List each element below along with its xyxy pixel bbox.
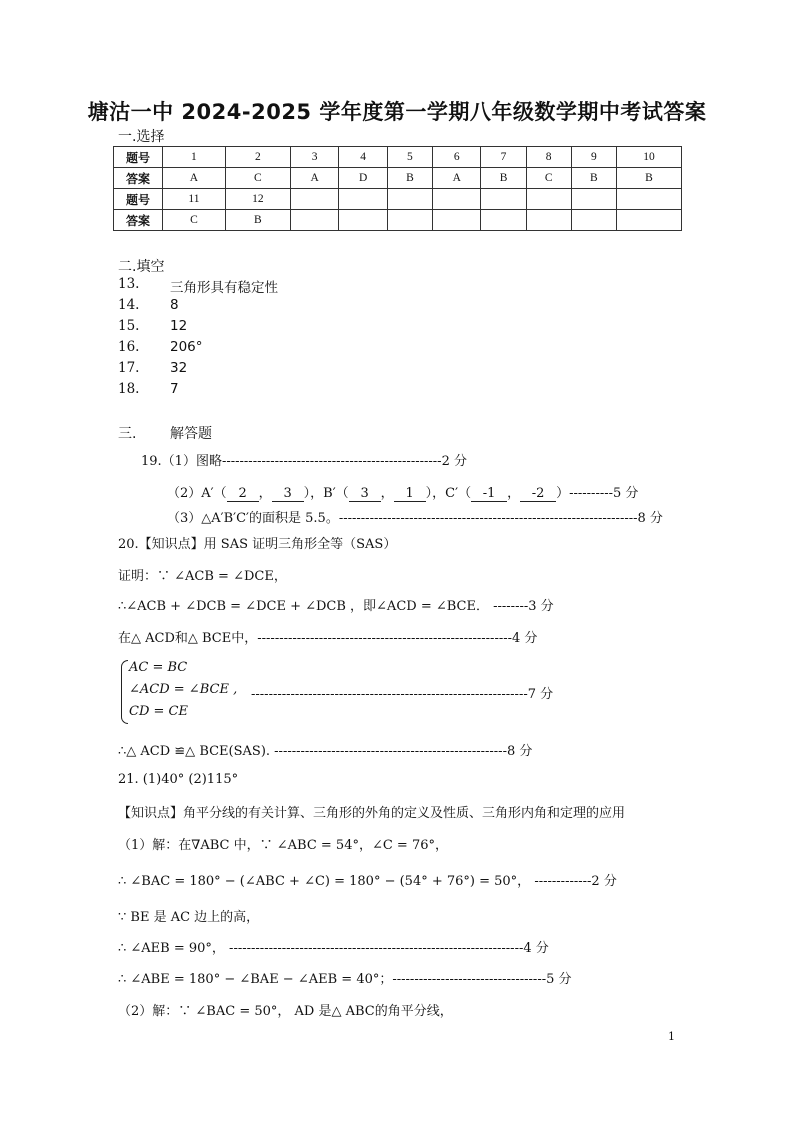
table-cell [571,189,616,210]
q19-c-x: -1 [471,487,507,502]
q19-c-y: -2 [520,487,556,502]
table-row [114,147,682,168]
q19-part1: 19.（1）图略--------------------------------------------------2 分 [141,454,467,469]
table-cell: A [163,168,226,189]
q19-b-prefix: ），B′（ [303,486,349,501]
section-solve-heading: 解答题 [170,426,212,442]
q21-line: ∴ ∠ABE = 180° − ∠BAE − ∠AEB = 40°；-----------------------------------5 分 [118,972,572,987]
page-title: 塘沽一中 2024-2025 学年度第一学期八年级数学期中考试答案 [87,100,707,124]
table-cell [290,189,338,210]
q19-a-prefix: （2）A′（ [167,486,227,501]
table-cell: B [225,210,290,231]
table-cell: C [163,210,226,231]
fill-item-number: 13. [118,276,140,292]
q21-line: （1）解：在∇ABC 中，∵ ∠ABC = 54°，∠C = 76°， [118,838,449,853]
table-cell [290,210,338,231]
table-cell [387,210,432,231]
table-cell [526,189,571,210]
q21-line: （2）解：∵ ∠BAC = 50°， AD 是△ ABC的角平分线， [118,1004,453,1019]
q20-condition: ∠ACD = ∠BCE , [129,682,238,697]
table-cell [526,210,571,231]
table-cell: A [290,168,338,189]
q19-b-x: 3 [349,487,381,502]
fill-item-number: 15. [118,318,140,334]
fill-item-number: 16. [118,339,140,355]
table-cell: B [481,168,526,189]
table-cell: B [387,168,432,189]
page-number: 1 [668,1030,675,1043]
q20-line: 在△ ACD和△ BCE中，----------------------------------------------------------4 分 [118,631,538,646]
q19-part2 [167,482,638,502]
q19-comma: ， [380,486,394,501]
q20-line: ∴∠ACB + ∠DCB = ∠DCE + ∠DCB ，即∠ACD = ∠BCE． --------3 分 [118,599,554,614]
q19-a-y: 3 [272,487,304,502]
table-cell: B [616,168,681,189]
table-cell [433,189,481,210]
q19-c-prefix: ），C′（ [425,486,472,501]
table-cell [433,210,481,231]
table-cell [571,210,616,231]
q19-comma: ， [258,486,272,501]
q21-heading: 21. (1)40° (2)115° [118,772,239,787]
section-solve-heading-number: 三. [118,426,137,442]
table-cell: 8 [526,147,571,168]
table-row [114,189,682,210]
table-cell [616,210,681,231]
section-fill-heading: 二.填空 [118,259,165,275]
table-cell [339,210,387,231]
fill-item-answer: 8 [170,297,179,313]
table-cell: C [225,168,290,189]
q19-score: ）----------5 分 [556,486,639,501]
section-choice-heading: 一.选择 [118,129,165,145]
fill-item-answer: 206° [170,339,203,355]
q19-part3: （3）△A′B′C′的面积是 5.5。--------------------------------------------------------------------8 分 [167,511,663,526]
table-cell [481,210,526,231]
table-cell: B [571,168,616,189]
q20-conclusion: ∴△ ACD ≌△ BCE(SAS). -----------------------------------------------------8 分 [118,744,533,759]
table-cell [616,189,681,210]
q20-heading: 20.【知识点】用 SAS 证明三角形全等（SAS） [118,537,397,552]
table-cell: 7 [481,147,526,168]
fill-item-answer: 7 [170,381,179,397]
choice-answer-table [113,146,682,231]
table-cell: 4 [339,147,387,168]
table-row [114,210,682,231]
table-cell [481,189,526,210]
q20-condition: AC = BC [129,660,188,675]
q20-condition-score: ---------------------------------------------------------------7 分 [251,687,554,702]
table-cell: 9 [571,147,616,168]
table-row [114,168,682,189]
table-cell: 3 [290,147,338,168]
table-cell: 答案 [114,168,163,189]
q19-b-y: 1 [394,487,426,502]
q21-line: ∵ BE 是 AC 边上的高， [118,910,260,925]
table-cell: 6 [433,147,481,168]
fill-item-answer: 三角形具有稳定性 [170,280,278,296]
q21-knowledge: 【知识点】角平分线的有关计算、三角形的外角的定义及性质、三角形内角和定理的应用 [118,806,626,821]
table-cell: A [433,168,481,189]
table-cell: 题号 [114,189,163,210]
table-cell: C [526,168,571,189]
table-cell: 5 [387,147,432,168]
table-cell: 11 [163,189,226,210]
fill-item-answer: 32 [170,360,188,376]
fill-item-number: 14. [118,297,140,313]
table-cell: 12 [225,189,290,210]
table-cell: 答案 [114,210,163,231]
q20-line: 证明：∵ ∠ACB = ∠DCE， [118,569,287,584]
table-cell [339,189,387,210]
table-cell: 题号 [114,147,163,168]
table-cell: 1 [163,147,226,168]
q21-line: ∴ ∠BAC = 180° − (∠ABC + ∠C) = 180° − (54° + 76°) = 50°， -------------2 分 [118,874,617,889]
table-cell: 2 [225,147,290,168]
q20-condition: CD = CE [129,704,188,719]
fill-item-answer: 12 [170,318,188,334]
table-cell [387,189,432,210]
q19-a-x: 2 [227,487,259,502]
table-cell: D [339,168,387,189]
fill-item-number: 18. [118,381,140,397]
table-cell: 10 [616,147,681,168]
q21-line: ∴ ∠AEB = 90°， -------------------------------------------------------------------4 分 [118,941,549,956]
q19-comma: ， [507,486,521,501]
brace-icon [121,660,128,724]
fill-item-number: 17. [118,360,140,376]
